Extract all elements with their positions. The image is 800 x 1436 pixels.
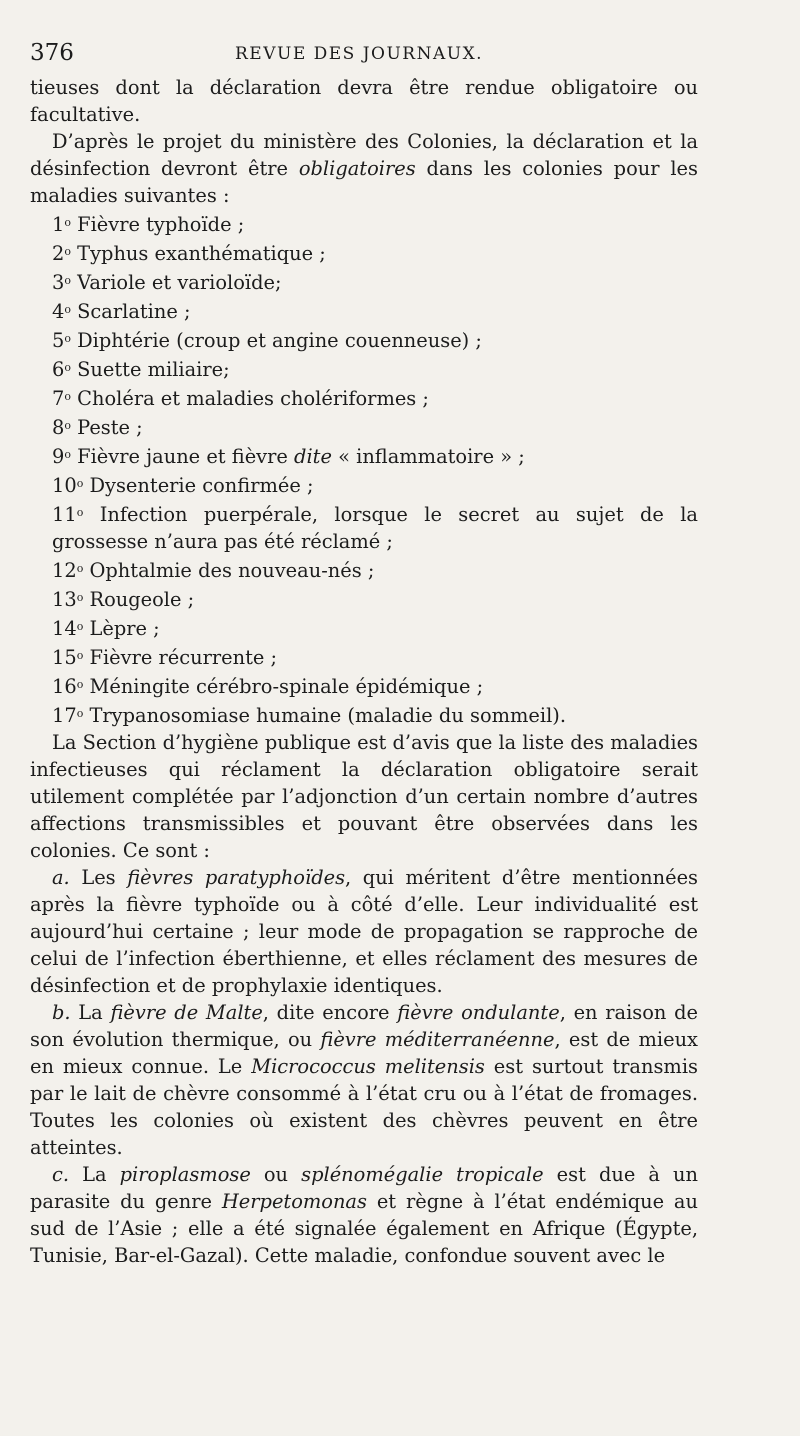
list-item: 17$^o$ Trypanosomiase humaine (maladie du sommeil). (52, 704, 566, 727)
list-item: 2$^o$ Typhus exanthématique ; (52, 242, 326, 265)
page-header (30, 40, 690, 70)
list-item: 8$^o$ Peste ; (52, 416, 143, 439)
list-item: 7$^o$ Choléra et maladies cholériformes ; (52, 387, 429, 410)
list-item: 3$^o$ Variole et varioloïde; (52, 271, 282, 294)
list-item: 16$^o$ Méningite cérébro-spinale épidémique ; (52, 675, 484, 698)
list-item: 10$^o$ Dysenterie confirmée ; (52, 474, 314, 497)
list-item: 14$^o$ Lèpre ; (52, 617, 160, 640)
paragraph-ministry: D’après le projet du ministère des Colonies, la déclaration et la désinfection devront être obligatoires dans les colonies pour les maladies suivantes : (30, 130, 698, 207)
running-title: REVUE DES JOURNAUX. (235, 44, 484, 64)
continued-paragraph: tieuses dont la déclaration devra être rendue obligatoire ou facultative. (30, 76, 698, 126)
list-item: 13$^o$ Rougeole ; (52, 588, 195, 611)
paragraph-item-a: a. Les fièvres paratyphoïdes, qui méritent d’être mentionnées après la fièvre typhoïde ou à côté d’elle. Leur individualité est aujourd’hui certaine ; leur mode de propagation se rapproche de celui de l’infection éberthienne, et elles réclament des mesures de désinfection et de prophylaxie identiques. (30, 866, 698, 997)
body-text (30, 74, 698, 1269)
list-item: 9$^o$ Fièvre jaune et fièvre dite « inflammatoire » ; (52, 445, 525, 468)
list-item: 1$^o$ Fièvre typhoïde ; (52, 213, 245, 236)
paragraph-section: La Section d’hygiène publique est d’avis que la liste des maladies infectieuses qui réclament la déclaration obligatoire serait utilement complétée par l’adjonction d’un certain nombre d’autres affections transmissibles et pouvant être observées dans les colonies. Ce sont : (30, 731, 698, 862)
disease-list (30, 209, 698, 729)
list-item: 12$^o$ Ophtalmie des nouveau-nés ; (52, 559, 375, 582)
list-item: 6$^o$ Suette miliaire; (52, 358, 230, 381)
paragraph-item-b: b. La fièvre de Malte, dite encore fièvre ondulante, en raison de son évolution thermique, ou fièvre méditerranéenne, est de mieux en mieux connue. Le Micrococcus melitensis est surtout transmis par le lait de chèvre consommé à l’état cru ou à l’état de fromages. Toutes les colonies où existent des chèvres peuvent en être atteintes. (30, 1001, 699, 1159)
list-item: 4$^o$ Scarlatine ; (52, 300, 191, 323)
page-number: 376 (30, 40, 74, 66)
list-item: 5$^o$ Diphtérie (croup et angine couenneuse) ; (52, 329, 482, 352)
list-item: 11$^o$ Infection puerpérale, lorsque le secret au sujet de la grossesse n’aura pas été réclamé ; (52, 503, 698, 553)
paragraph-item-c: c. La piroplasmose ou splénomégalie tropicale est due à un parasite du genre Herpetomonas et règne à l’état endémique au sud de l’Asie ; elle a été signalée également en Afrique (Égypte, Tunisie, Bar-el-Gazal). Cette maladie, confondue souvent avec le (30, 1163, 699, 1267)
list-item: 15$^o$ Fièvre récurrente ; (52, 646, 278, 669)
